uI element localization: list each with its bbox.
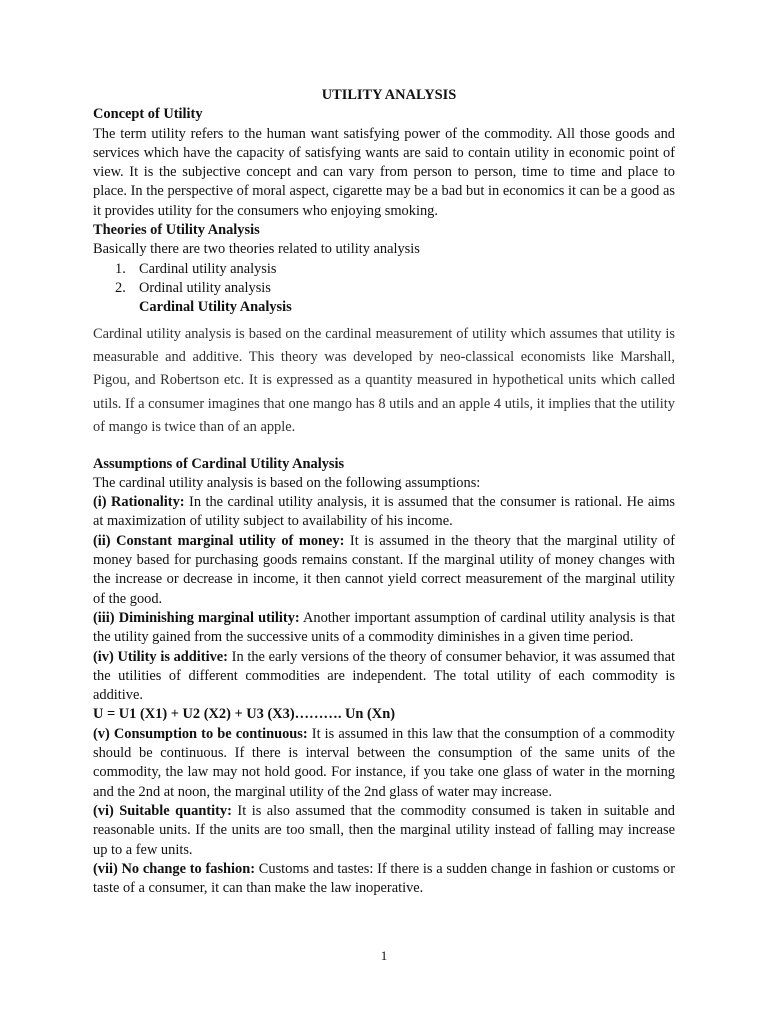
assumptions-intro: The cardinal utility analysis is based on the following assumptions: (93, 474, 481, 491)
concept-heading: Concept of Utility (93, 106, 203, 123)
assumption-text: It is assumed in the theory that the marginal utility of money based for purchasing goods remains constant. If the marginal utility of money changes with the increase or decrease in income, it then cannot yield correct measurement of the marginal utility of the good. (93, 532, 675, 607)
assumption-item (93, 860, 675, 899)
assumption-item (93, 532, 675, 609)
assumption-item (93, 725, 675, 802)
assumption-text: It is assumed in this law that the consumption of a commodity should be continuous. If there is interval between the consumption of the same units of the commodity, the law may not hold good. For instance, if you take one glass of water in the morning and the 2nd at noon, the marginal utility of the 2nd glass of water may increase. (93, 725, 675, 800)
list-item-label: Cardinal utility analysis (139, 260, 277, 277)
concept-paragraph: The term utility refers to the human want satisfying power of the commodity. All those goods and services which have the capacity of satisfying wants are said to contain utility in economic point of view. It is the subjective concept and can vary from person to person, time to time and place to place. In the perspective of moral aspect, cigarette may be a bad but in economics it can be a good as it provides utility for the consumers who enjoying smoking. (93, 125, 675, 219)
document-page (93, 86, 675, 898)
assumption-text: Another important assumption of cardinal utility analysis is that the utility gained from the successive units of a commodity diminishes in a given time period. (93, 609, 675, 646)
assumption-text: Customs and tastes: If there is a sudden change in fashion or customs or taste of a consumer, it can than make the law inoperative. (93, 860, 675, 897)
list-item (93, 279, 675, 298)
list-item-number: 1. (115, 260, 126, 277)
assumptions-heading: Assumptions of Cardinal Utility Analysis (93, 455, 345, 472)
cardinal-heading: Cardinal Utility Analysis (139, 299, 292, 316)
theories-heading: Theories of Utility Analysis (93, 222, 260, 239)
list-item-number: 2. (115, 279, 126, 296)
assumption-text: It is also assumed that the commodity consumed is taken in suitable and reasonable units. If the units are too small, then the marginal utility instead of falling may increase up to a few units. (93, 802, 675, 858)
assumption-label: (vi) Suitable quantity: (93, 802, 232, 819)
assumption-item (93, 802, 675, 860)
assumption-label: (vii) No change to fashion: (93, 860, 256, 877)
assumption-label: (v) Consumption to be continuous: (93, 725, 308, 742)
assumption-label: (iv) Utility is additive: (93, 648, 228, 665)
assumption-label: (iii) Diminishing marginal utility: (93, 609, 300, 626)
assumption-item (93, 493, 675, 532)
theories-intro: Basically there are two theories related to utility analysis (93, 241, 420, 258)
assumption-label: (i) Rationality: (93, 494, 185, 511)
assumption-text: In the cardinal utility analysis, it is assumed that the consumer is rational. He aims at maximization of utility subject to availability of his income. (93, 494, 675, 530)
theories-list (93, 260, 675, 299)
document-title: UTILITY ANALYSIS (321, 87, 457, 103)
assumption-label: (ii) Constant marginal utility of money: (93, 532, 345, 549)
list-item (93, 260, 675, 279)
list-item-label: Ordinal utility analysis (139, 279, 271, 296)
page-number-text: 1 (380, 948, 388, 963)
utility-formula: U = U1 (X1) + U2 (X2) + U3 (X3)………. Un (Xn) (93, 706, 395, 723)
assumption-text: In the early versions of the theory of consumer behavior, it was assumed that the utilities of different commodities are independent. The total utility of each commodity is additive. (93, 648, 675, 704)
assumption-item (93, 648, 675, 706)
page-number (0, 948, 768, 964)
section-gap (93, 440, 675, 455)
cardinal-paragraph: Cardinal utility analysis is based on the cardinal measurement of utility which assumes that utility is measurable and additive. This theory was developed by neo-classical economists like Marshall, Pigou, and Robertson etc. It is expressed as a quantity measured in hypothetical units which called utils. If a consumer imagines that one mango has 8 utils and an apple 4 utils, it implies that the utility of mango is twice than of an apple. (93, 325, 675, 436)
assumption-item (93, 609, 675, 648)
